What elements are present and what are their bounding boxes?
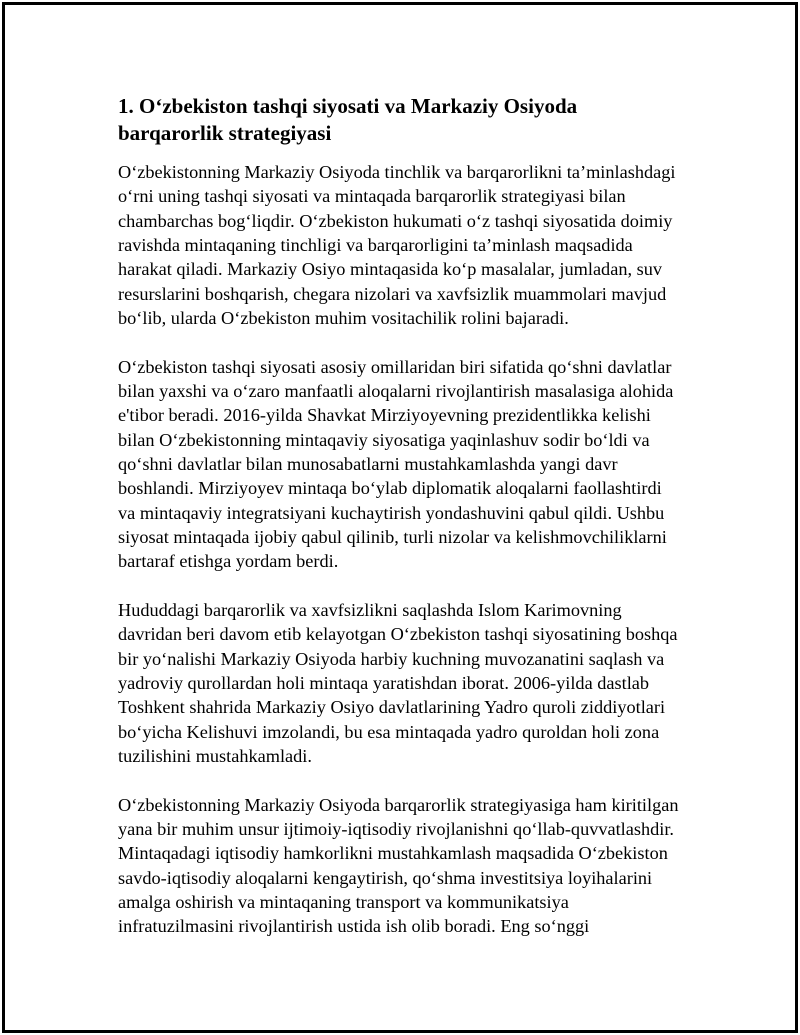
paragraph-line: infratuzilmasini rivojlantirish ustida ish olib boradi. Eng so‘nggi <box>118 916 590 937</box>
paragraph-line: bilan yaxshi va o‘zaro manfaatli aloqalarni rivojlantirish masalasiga alohida <box>118 380 674 401</box>
document-page <box>118 93 678 963</box>
paragraph-line: bo‘yicha Kelishuvi imzolandi, bu esa mintaqada yadro quroldan holi zona <box>118 721 660 742</box>
paragraph <box>118 160 678 330</box>
heading-line: barqarorlik strategiyasi <box>118 121 332 145</box>
paragraph-line: bilan O‘zbekistonning mintaqaviy siyosatiga yaqinlashuv sodir bo‘ldi va <box>118 429 650 450</box>
paragraph-line: ravishda mintaqaning tinchligi va barqarorligini ta’minlash maqsadida <box>118 234 633 255</box>
paragraph-line: yadroviy qurollardan holi mintaqa yaratishdan iborat. 2006-yilda dastlab <box>118 672 650 693</box>
paragraph-line: O‘zbekistonning Markaziy Osiyoda barqarorlik strategiyasiga ham kiritilgan <box>118 794 679 815</box>
paragraph-line: O‘zbekistonning Markaziy Osiyoda tinchlik va barqarorlikni ta’minlashdagi <box>118 162 676 182</box>
paragraph-line: Hududdagi barqarorlik va xavfsizlikni saqlashda Islom Karimovning <box>118 599 622 620</box>
paragraph-line: boshlandi. Mirziyoyev mintaqa bo‘ylab diplomatik aloqalarni faollashtirdi <box>118 478 662 499</box>
paragraph-line: va mintaqaviy integratsiyani kuchaytirish yondashuvini qabul qildi. Ushbu <box>118 502 665 523</box>
paragraph-line: O‘zbekiston tashqi siyosati asosiy omillaridan biri sifatida qo‘shni davlatlar <box>118 356 672 377</box>
paragraph-line: chambarchas bog‘liqdir. O‘zbekiston hukumati o‘z tashqi siyosatida doimiy <box>118 210 673 231</box>
paragraph-line: qo‘shni davlatlar bilan munosabatlarni mustahkamlashda yangi davr <box>118 453 618 474</box>
section-heading <box>118 93 678 147</box>
paragraph <box>118 793 678 939</box>
paragraph-line: yana bir muhim unsur ijtimoiy-iqtisodiy rivojlanishni qo‘llab-quvvatlashdir. <box>118 818 674 839</box>
paragraph-line: o‘rni uning tashqi siyosati va mintaqada barqarorlik strategiyasi bilan <box>118 186 626 207</box>
paragraph-line: siyosat mintaqada ijobiy qabul qilinib, turli nizolar va kelishmovchiliklarni <box>118 526 667 547</box>
paragraph-line: bartaraf etishga yordam berdi. <box>118 551 339 572</box>
paragraph-line: amalga oshirish va mintaqaning transport va kommunikatsiya <box>118 891 569 912</box>
paragraph-line: bir yo‘nalishi Markaziy Osiyoda harbiy kuchning muvozanatini saqlash va <box>118 648 665 669</box>
paragraph <box>118 598 678 768</box>
paragraph-line: e'tibor beradi. 2016-yilda Shavkat Mirziyoyevning prezidentlikka kelishi <box>118 405 651 426</box>
paragraph-line: tuzilishini mustahkamladi. <box>118 745 312 766</box>
paragraph-line: Mintaqadagi iqtisodiy hamkorlikni mustahkamlash maqsadida O‘zbekiston <box>118 843 668 864</box>
paragraph-line: savdo-iqtisodiy aloqalarni kengaytirish, qo‘shma investitsiya loyihalarini <box>118 867 653 888</box>
paragraph-line: davridan beri davom etib kelayotgan O‘zbekiston tashqi siyosatining boshqa <box>118 624 678 645</box>
paragraph <box>118 355 678 574</box>
paragraph-line: Toshkent shahrida Markaziy Osiyo davlatlarining Yadro quroli ziddiyotlari <box>118 697 666 718</box>
paragraph-line: resurslarini boshqarish, chegara nizolari va xavfsizlik muammolari mavjud <box>118 283 667 304</box>
heading-line: 1. O‘zbekiston tashqi siyosati va Markaziy Osiyoda <box>118 94 578 118</box>
paragraph-line: bo‘lib, ularda O‘zbekiston muhim vositachilik rolini bajaradi. <box>118 307 569 328</box>
paragraph-line: harakat qiladi. Markaziy Osiyo mintaqasida ko‘p masalalar, jumladan, suv <box>118 259 662 280</box>
